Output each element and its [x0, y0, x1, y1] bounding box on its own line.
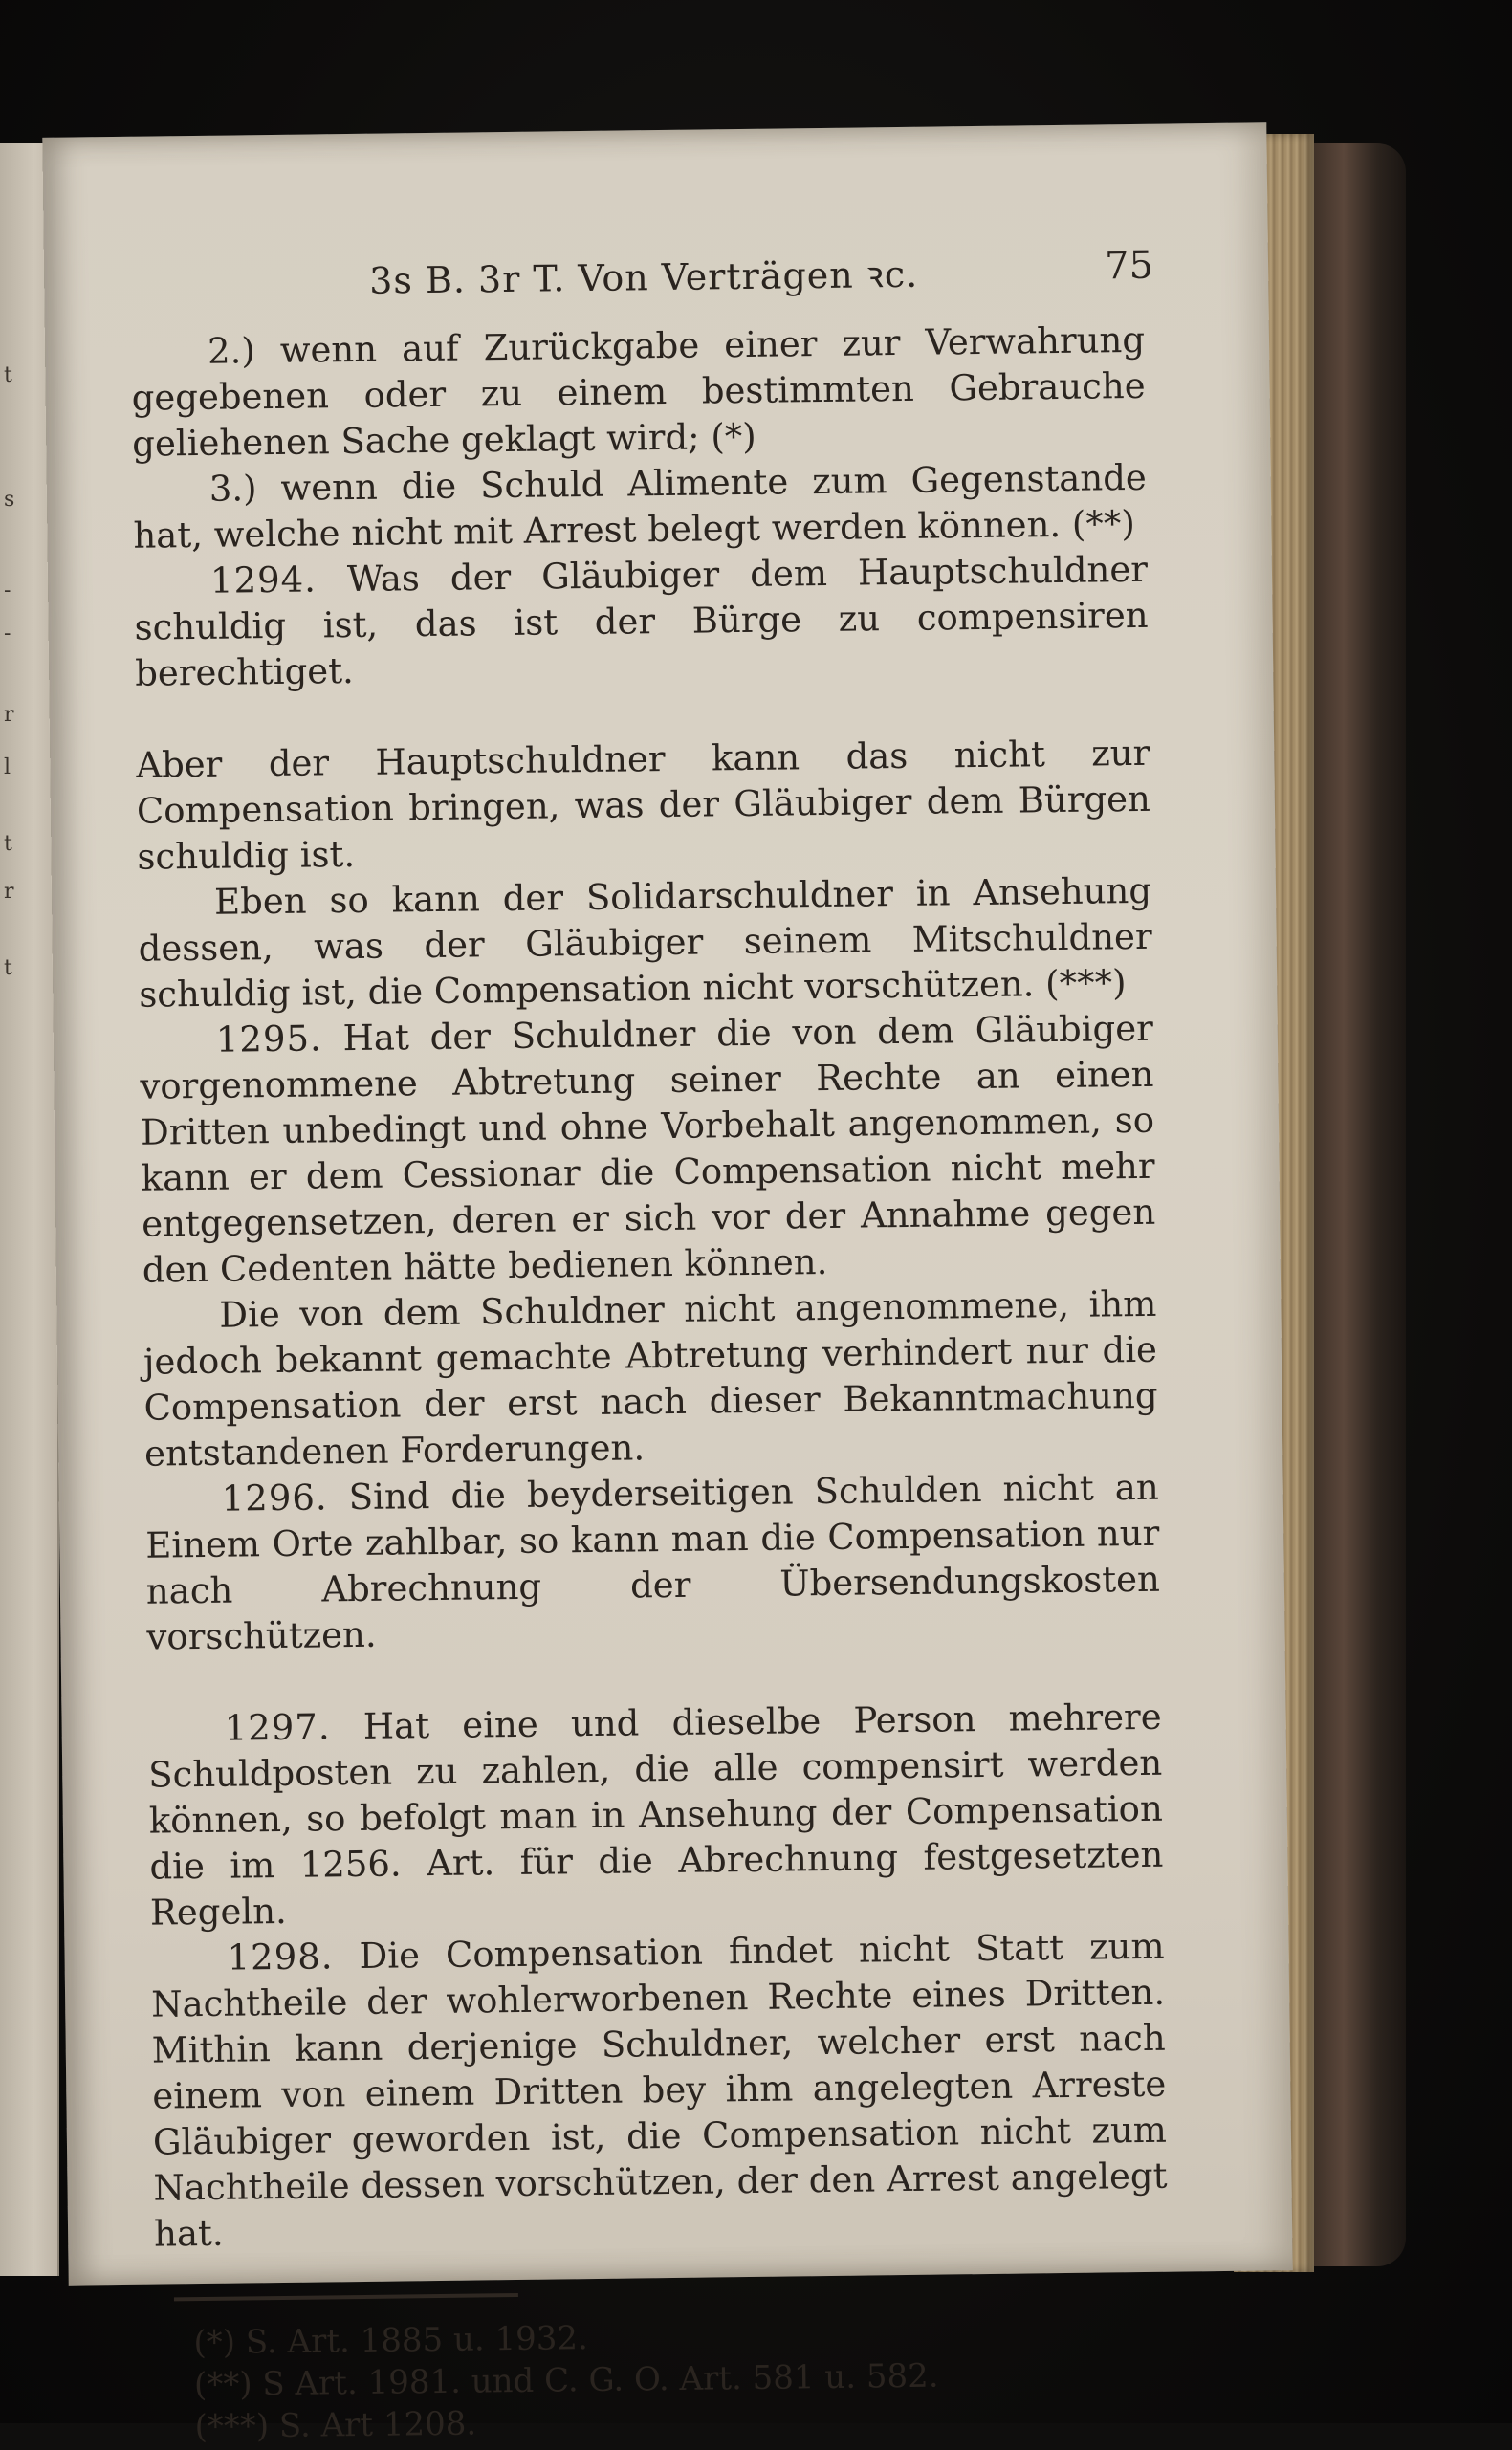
book-page [42, 122, 1292, 2447]
paragraph [138, 868, 1153, 1018]
margin-mark: r [4, 880, 14, 904]
article-paragraph [134, 547, 1150, 697]
paragraph [142, 1281, 1158, 1477]
margin-mark: t [4, 363, 12, 387]
margin-mark: t [4, 956, 12, 980]
article-number: 1296. [221, 1477, 328, 1520]
paragraph-text: Was der Gläubiger dem Hauptschuldner schuldig ist, das ist der Bürge zu compensiren berechtiget. [134, 548, 1149, 694]
article-paragraph [144, 1465, 1160, 1661]
article-number: 1298. [227, 1936, 334, 1979]
footnote: (*) S. Art. 1885 u. 1932. [193, 2319, 589, 2363]
footnote: (***) S. Art 1208. [194, 2404, 477, 2447]
book-cover-edge [1310, 143, 1406, 2266]
paragraph-text: Aber der Hauptschuldner kann das nicht zur Compensation bringen, was der Gläubiger dem Bürgen schuldig ist. [136, 732, 1151, 878]
running-title: 3s B. 3r T. Von Verträgen ꝛc. [368, 252, 919, 302]
margin-mark: l [4, 755, 11, 779]
paragraph-text: Die Compensation findet nicht Statt zum Nachtheile der wohlerworbenen Rechte eines Dritten. Mithin kann derjenige Schuldner, welcher erst nach einem von einem Dritten bey ihm angelegten Arreste Gläubiger geworden ist, die Compensation nicht zum Nachtheile dessen vorschützen, der den Arrest angelegt hat. [150, 1925, 1168, 2255]
paragraph-text: Eben so kann der Solidarschuldner in Ansehung dessen, was der Gläubiger seinem Mitschuldner schuldig ist, die Compensation nicht vorschützen. (***) [138, 869, 1152, 1016]
paragraph-text: 2.) wenn auf Zurückgabe einer zur Verwahrung gegebenen oder zu einem bestimmten Gebrauche geliehenen Sache geklagt wird; (*) [131, 318, 1146, 465]
article-paragraph [147, 1695, 1164, 1936]
footnote-rule [174, 2293, 518, 2301]
paragraph-text: 3.) wenn die Schuld Alimente zum Gegenstande hat, welche nicht mit Arrest belegt werden können. (**) [133, 456, 1148, 557]
footnotes [155, 2310, 1171, 2449]
article-number: 1297. [224, 1706, 331, 1749]
article-paragraph [150, 1924, 1168, 2258]
margin-mark: s [4, 488, 15, 512]
page-header [130, 243, 1154, 318]
page-number: 75 [1104, 243, 1154, 289]
paragraph [133, 455, 1148, 559]
paragraph-text: Sind die beyderseitigen Schulden nicht an Einem Orte zahlbar, so kann man die Compensation nur nach Abrechnung der Übersendungskosten vorschützen. [145, 1466, 1161, 1658]
paragraph-text: Hat eine und dieselbe Person mehrere Schuldposten zu zahlen, die alle compensirt werden können, so befolgt man in Ansehung der Compensation die im 1256. Art. für die Abrechnung festgesetzten Regeln. [147, 1695, 1164, 1934]
page-text [130, 243, 1171, 2449]
article-number: 1295. [215, 1017, 323, 1061]
footnote: (**) S Art. 1981. und C. G. O. Art. 581 u. 582. [193, 2356, 939, 2405]
margin-mark: t [4, 832, 12, 856]
paragraph-text: Die von dem Schuldner nicht angenommene, ihm jedoch bekannt gemachte Abtretung verhindert nur die Compensation der erst nach dieser Bekanntmachung entstandenen Forderungen. [142, 1282, 1158, 1475]
article-number: 1294. [209, 558, 318, 602]
article-paragraph [140, 1006, 1156, 1294]
paragraph-text: Hat der Schuldner die von dem Gläubiger vorgenommene Abtretung seiner Rechte an einen Dritten unbedingt und ohne Vorbehalt angenommen, so kann er dem Cessionar die Compensation nicht mehr entgegensetzen, deren er sich vor der Annahme gegen den Cedenten hätte bedienen können. [140, 1007, 1156, 1291]
margin-mark: - [4, 622, 11, 645]
paragraph [131, 317, 1147, 468]
margin-mark: r [4, 703, 14, 727]
paragraph [136, 731, 1151, 881]
margin-mark: - [4, 579, 11, 602]
